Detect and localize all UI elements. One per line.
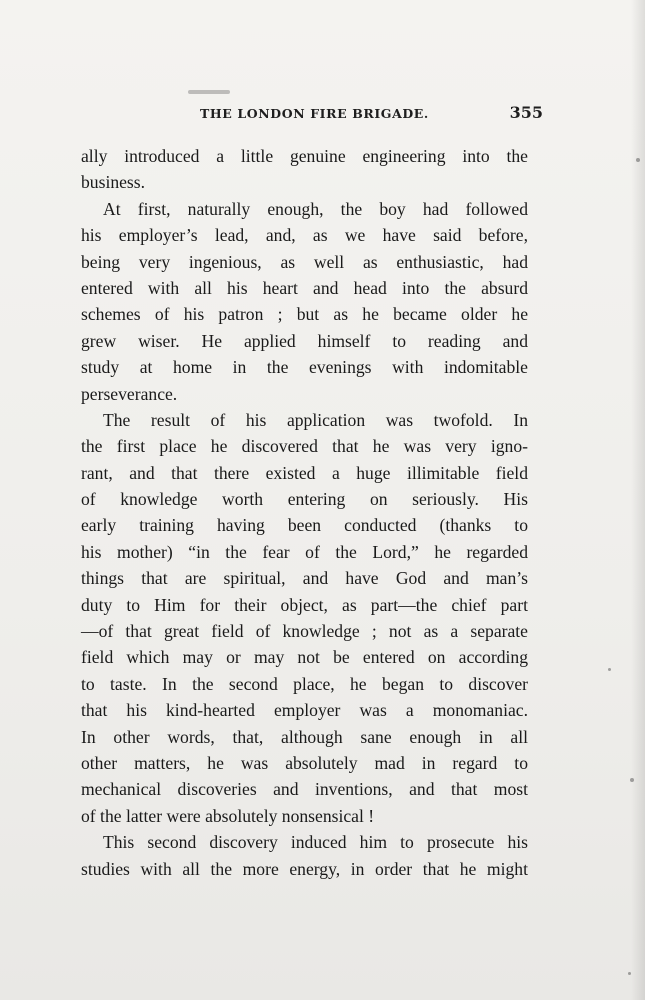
text-line: that his kind-hearted employer was a monomaniac.: [81, 700, 528, 721]
text-line: early training having been conducted (thanks to: [81, 515, 528, 536]
text-line: This second discovery induced him to prosecute his: [103, 832, 528, 853]
text-line: grew wiser. He applied himself to reading and: [81, 330, 528, 351]
text-line: his mother) “in the fear of the Lord,” he regarded: [81, 541, 528, 562]
text-line: business.: [81, 172, 146, 193]
page-body: [81, 143, 528, 882]
text-line: to taste. In the second place, he began to discover: [81, 673, 528, 694]
text-line: his employer’s lead, and, as we have said before,: [81, 225, 528, 246]
text-line: being very ingenious, as well as enthusiastic, had: [81, 251, 528, 272]
text-line: other matters, he was absolutely mad in regard to: [81, 752, 528, 773]
text-line: ally introduced a little genuine engineering into the: [81, 146, 528, 166]
dust-speck: [628, 972, 631, 975]
text-line: duty to Him for their object, as part—the chief part: [81, 594, 528, 615]
text-line: At first, naturally enough, the boy had followed: [103, 198, 528, 219]
dust-speck: [608, 668, 611, 671]
text-line: things that are spiritual, and have God and man’s: [81, 568, 528, 589]
text-line: studies with all the more energy, in order that he might: [81, 858, 528, 879]
text-line: of knowledge worth entering on seriously. His: [81, 489, 528, 510]
text-line: rant, and that there existed a huge illimitable field: [81, 462, 528, 483]
text-line: The result of his application was twofold. In: [103, 409, 528, 430]
text-line: —of that great field of knowledge ; not as a separate: [81, 621, 528, 642]
text-line: field which may or may not be entered on according: [81, 647, 528, 668]
text-line: perseverance.: [81, 383, 178, 404]
dust-speck: [636, 158, 640, 162]
text-line: the first place he discovered that he was very igno-: [81, 436, 528, 457]
running-title: THE LONDON FIRE BRIGADE.: [200, 106, 429, 121]
dust-speck: [630, 778, 634, 782]
text-line: schemes of his patron ; but as he became older he: [81, 304, 528, 325]
page-header: [190, 103, 545, 125]
ink-smudge: [188, 90, 230, 94]
page-number: 355: [509, 103, 543, 122]
text-line: mechanical discoveries and inventions, and that most: [81, 779, 528, 800]
scan-shadow: [631, 0, 645, 1000]
text-line: study at home in the evenings with indomitable: [81, 357, 528, 378]
text-line: of the latter were absolutely nonsensical !: [81, 805, 375, 826]
text-line: In other words, that, although sane enough in all: [81, 726, 528, 747]
text-line: entered with all his heart and head into the absurd: [81, 277, 528, 298]
